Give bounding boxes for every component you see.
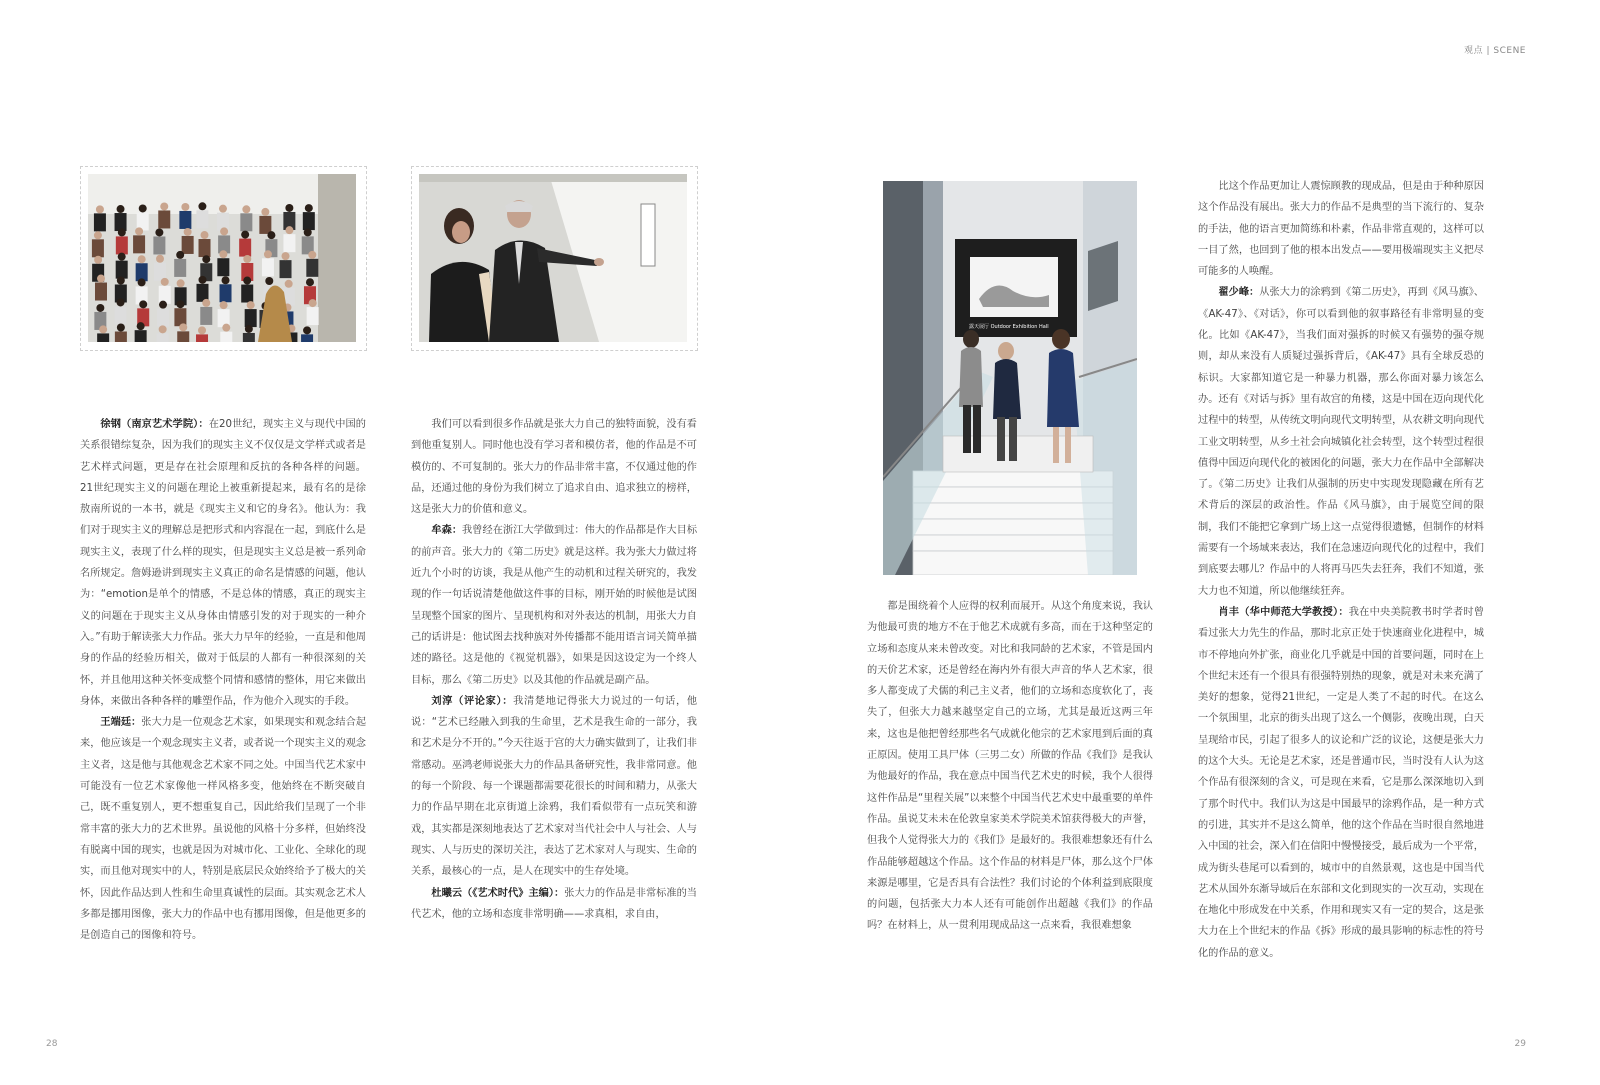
crowd-figure-head [117, 205, 125, 213]
crowd-figure-head [222, 324, 230, 332]
crowd-figure-head [304, 228, 312, 236]
crowd-figure-head [160, 202, 168, 210]
paragraph-text: 我在中央美院教书时学者时曾看过张大力先生的作品，那时北京正处于快速商业化进程中，城市不停地向外扩张，商业化几乎就是中国的首要问题，同时在上个世纪末还有一个很具有很强特别热的现象，就是对未来充满了美好的想象，觉得21世纪，一定是人类了不起的时代。在这么一个氛围里，北京的街头出现了这么一个侧影，夜晚出现，白天呈现给市民，引起了很多人的议论和广泛的议论，这便是张大力的这个大头。无论是艺术家，还是普通市民，当时没有人认为这个作品有很深刻的含义，可是现在来看，它是那么深深地切入到了那个时代中。我们认为这是中国最早的涂鸦作品，是一种方式的引进，其实并不是这么简单，他的这个作品在当时很自然地进入中国的社会，深入们在信阳中慢慢接受，最后成为一个平常，成为街头巷尾可以看到的，城市中的自然景观，这也是中国当代艺术从国外东渐导域后在东部和文化到现实的一次互动，实现在在地化中形成发在中关系，作用和现实又有一定的契合，这是张大力在上个世纪末的作品《拆》形成的最具影响的标志性的符号化的作品的意义。 [1198, 606, 1484, 959]
crowd-figure-head [285, 204, 293, 212]
crowd-figure-body [92, 239, 104, 257]
crowd-figure-body [200, 307, 212, 325]
crowd-figure-body [240, 213, 252, 231]
crowd-figure-head [306, 278, 314, 286]
crowd-figure-body [220, 332, 232, 342]
crowd-figure-body [133, 235, 145, 253]
crowd-figure-head [285, 280, 293, 288]
crowd-figure-body [241, 285, 253, 303]
crowd-figure-head [247, 301, 255, 309]
screen-caption-text: 露天展厅 Outdoor Exhibition Hall [969, 324, 1049, 330]
paragraph-text: 我们可以看到很多作品就是张大力自己的独特面貌，没有看到他重复别人。同时他也没有学习者和模仿者，他的作品是不可模仿的、不可复制的。张大力的作品非常丰富，不仅通过他的作品，还通过他的身份为我们树立了追求自由、追求独立的榜样，这是张大力的价值和意义。 [411, 419, 697, 516]
crowd-figure-body [196, 334, 208, 342]
crowd-figure-body [306, 259, 318, 277]
crowd-figure-head [138, 255, 146, 263]
crowd-figure-head [267, 231, 275, 239]
crowd-figure-head [176, 251, 184, 259]
crowd-figure-head [303, 326, 311, 334]
crowd-figure-body [262, 258, 274, 276]
paragraph [411, 414, 697, 520]
crowd-figure-head [241, 231, 249, 239]
speaker-name: 王端廷： [100, 717, 142, 729]
paragraph-text: 我清楚地记得张大力说过的一句话，他说：“艺术已经融入到我的生命里，艺术是我生命的一部分，我和艺术是分不开的。”今天往返于宫的大力确实做到了，让我们非常感动。巫鸿老师说张大力的作品具备研究性，我非常同意。他的每一个阶段、每一个课题都需要花很长的时间和精力，从张大力的作品早期在北京街道上涂鸦，我们看似带有一点玩笑和游戏，其实都是深刻地表达了艺术家对当代社会中人与社会、人与现实、人与历史的深切关注，表达了艺术家对人与现实、生命的关系，最核心的一点，是人在现实中的生存处境。 [411, 695, 698, 878]
running-head: 观点 | SCENE [1464, 46, 1526, 56]
text-column-2 [411, 414, 697, 925]
crowd-figure-head [118, 228, 126, 236]
crowd-figure-body [283, 234, 295, 252]
paragraph-text: 从张大力的涂鸦到《第二历史》，再到《风马旗》、《AK-47》、《对话》，你可以看到他的叙事路径有非常明显的变化。比如《AK-47》，当我们面对强拆的时候又有强势的强夺规则，却从来没有人质疑过强拆背后，《AK-47》具有全球反恐的标识。大家都知道它是一种暴力机器，那么你面对暴力该怎么办。还有《对话与拆》里有故宫的角楼，这是中国在迈向现代化过程中的转型，从传统文明向现代文明转型，从农耕文明向现代工业文明转型，从乡土社会向城镇化社会转型，这个转型过程很值得中国迈向现代化的被困化的问题，张大力在作品中全部解决了。《第二历史》让我们从强制的历史中实现发现隐藏在所有艺术背后的深层的政治性。作品《风马旗》，由于展览空间的限制，我们不能把它拿到广场上这一点觉得很遗憾，但制作的材料需要有一个场域来表达，我们在急速迈向现代化的过程中，我们到底要去哪儿？作品中的人将再马匹失去狂奔，我们不知道，张大力也不知道，所以他继续狂奔。 [1198, 287, 1484, 597]
paragraph [1198, 282, 1484, 601]
paragraph-text: 张大力是一位观念艺术家，如果现实和观念结合起来，他应该是一个观念现实主义者，或者说一个现实主义的观念主义者，这是他与其他观念艺术家不同之处。中国当代艺术家中可能没有一位艺术家像他一样风格多变，他始终在不断突破自己，既不重复别人，更不想重复自己，因此给我们呈现了一个非常丰富的张大力的艺术世界。虽说他的风格十分多样，但始终没有脱离中国的现实，也就是因为对城市化、工业化、全球化的现实，而且他对现实中的人，特别是底层民众始终给予了极大的关怀，因此作品达到人性和生命里真诚性的层面。其实观念艺术人多都是挪用图像，张大力的作品中也有挪用图像，但是他更多的是创造自己的图像和符号。 [80, 717, 367, 942]
crowd-figure-head [219, 250, 227, 258]
paragraph [80, 712, 366, 946]
crowd-figure-head [179, 323, 187, 331]
crowd-figure-body [115, 332, 127, 342]
crowd-figure-head [198, 202, 206, 210]
crowd-figure-head [220, 301, 228, 309]
speaker-name: 翟少峰： [1218, 287, 1260, 299]
crowd-figure-head [184, 228, 192, 236]
crowd-figure-body [177, 331, 189, 342]
crowd-figure-body [217, 258, 229, 276]
text-column-3 [867, 596, 1153, 937]
crowd-at-exhibition-photo [88, 174, 356, 342]
crowd-figure-head [308, 251, 316, 259]
text-column-1 [80, 414, 366, 946]
crowd-figure-head [96, 304, 104, 312]
paragraph-text: 在20世纪，现实主义与现代中国的关系很错综复杂，因为我们的现实主义不仅仅是文学样式或者是艺术样式问题，更是存在社会原理和反抗的各种各样的问题。21世纪现实主义的问题在理论上被重新提起来，最有名的是徐敖南所说的一本书，就是《现实主义和它的身名》。他认为：我们对于现实主义的理解总是把形式和内容混在一起，到底什么是现实主义，表现了什么样的现实，但是现实主义总是被一系列命名所规定。詹姆逊讲到现实主义真正的命名是情感的问题，他认为：“emotion是单个的情感，不是总体的情感，真正的现实主义的问题在于现实主义从身体由情感引发的对于现实的一种介入。”有助于解读张大力作品。张大力早年的经验，一直是和他周身的作品的经验历相关，做对于低层的人都有一种很深刻的关怀，并且他用这种关怀变成整个同情和感情的整体，用它来做出身体，来做出各种各样的雕塑作品，作为他介入现实的手段。 [80, 419, 366, 707]
paragraph [1198, 602, 1484, 964]
crowd-figure-body [94, 213, 106, 231]
crowd-figure-head [117, 324, 125, 332]
crowd-figure-body [307, 307, 319, 325]
crowd-figure-body [97, 333, 109, 342]
crowd-figure-head [94, 231, 102, 239]
crowd-figure-head [176, 300, 184, 308]
crowd-figure-body [135, 330, 147, 342]
paragraph-text: 我曾经在浙江大学做到过：伟大的作品都是作大目标的前声音。张大力的《第二历史》就是这样。我为张大力做过将近九个小时的访谈，我是从他产生的动机和过程关研究的，我发现的作一句话说清楚他做这件事的目标，刚开始的时候他是试图呈现整个国家的图片、呈现机构和对外表达的机制，用张大力自己的话讲是：他试图去找种族对外传播都不能用语言词关简单描述的路径。这是他的《视觉机器》，如果是因这设定为一个终人目标，那么《第二历史》以及其他的作品就是副产品。 [411, 525, 698, 686]
crowd-figure-head [309, 299, 317, 307]
crowd-figure-head [117, 298, 125, 306]
crowd-figure-body [174, 308, 186, 326]
crowd-figure-head [282, 252, 290, 260]
crowd-figure-body [196, 210, 208, 228]
crowd-figure-head [261, 208, 269, 216]
crowd-figure-head [305, 204, 313, 212]
crowd-figure-body [157, 309, 169, 327]
speaker-name: 杜曦云（《艺术时代》主编）： [431, 887, 565, 899]
crowd-figure-head [243, 255, 251, 263]
crowd-figure-head [219, 205, 227, 213]
crowd-figure-body [174, 259, 186, 277]
crowd-figure-head [99, 325, 107, 333]
stair-speakers-photo [883, 181, 1137, 575]
crowd-figure-head [135, 227, 143, 235]
crowd-figure-head [159, 301, 167, 309]
crowd-figure-head [118, 253, 126, 261]
text-column-4 [1198, 176, 1484, 964]
paragraph [411, 691, 697, 883]
crowd-figure-body [259, 216, 271, 234]
crowd-figure-body [116, 261, 128, 279]
crowd-figure-head [198, 326, 206, 334]
crowd-figure-body [153, 236, 165, 254]
paragraph-text: 比这个作品更加让人震惊顾教的现成品，但是由于种种原因这个作品没有展出。张大力的作品不是典型的当下流行的、复杂的手法，他的语言更加简练和朴素，作品非常直观的，这样可以一目了然，也回到了他的根本出发点——要用极端现实主义把尽可能多的人唤醒。 [1198, 181, 1484, 278]
crowd-figure-body [280, 260, 292, 278]
crowd-figure-body [157, 333, 169, 342]
crowd-figure-head [242, 205, 250, 213]
crowd-figure-body [239, 239, 251, 257]
speaker-name: 刘淳（评论家）： [431, 695, 514, 707]
crowd-figure-head [138, 278, 146, 286]
crowd-figure-head [220, 227, 228, 235]
crowd-figure-head [117, 276, 125, 284]
crowd-figure-body [115, 213, 127, 231]
crowd-figure-head [177, 279, 185, 287]
speaker-name: 徐钢（南京艺术学院）： [100, 419, 209, 430]
crowd-figure-head [243, 277, 251, 285]
crowd-figure-body [182, 236, 194, 254]
crowd-figure-head [96, 205, 104, 213]
paragraph-text: 张大力的作品是非常标准的当代艺术，他的立场和态度非常明确——求真相，求自由， [411, 887, 697, 920]
crowd-figure-body [179, 211, 191, 229]
paragraph [411, 883, 697, 926]
crowd-figure-head [181, 203, 189, 211]
crowd-figure-body [158, 210, 170, 228]
crowd-figure-body [303, 212, 315, 230]
paragraph [80, 414, 366, 712]
paragraph-text: 都是围绕着个人应得的权利而展开。从这个角度来说，我认为他最可贵的地方不在于他艺术成就有多高，而在于这种坚定的立场和态度从来未曾改变。对比和我同龄的艺术家，不管是国内的天价艺术家，还是曾经在海内外有很大声音的华人艺术家，很多人都变成了犬儒的利己主义者，他们的立场和态度软化了，丧失了，但张大力越来越坚定自己的立场，尤其是最近这两三年来，这也是他把曾经那些名气成就化他宗的艺术家甩到后面的真正原因。使用工具尸体（三男二女）所做的作品《我们》是我认为他最好的作品，我在意点中国当代艺术史的时候，我个人很得这件作品是“里程关展”以来整个中国当代艺术史中最重要的单件作品。虽说艾未未在伦敦皇家美术学院美术馆获得极大的声誉，但我个人觉得张大力的《我们》是最好的。我很难想象还有什么作品能够超越这个作品。这个作品的材料是尸体，那么这个尸体来源是哪里，它是否具有合法性？我们讨论的个体利益到底限度的问题，包括张大力本人还有可能创作出超越《我们》的作品吗？在材料上，从一贯利用现成品这一点来看，我很难想象 [867, 601, 1153, 932]
paragraph [1198, 176, 1484, 282]
crowd-figure-body [220, 284, 232, 302]
crowd-figure-head [137, 322, 145, 330]
crowd-figure-head [139, 300, 147, 308]
paragraph [867, 596, 1153, 937]
speaker-name: 肖丰（华中师范大学教授）： [1218, 606, 1349, 618]
crowd-figure-head [159, 325, 167, 333]
crowd-figure-head [222, 276, 230, 284]
crowd-figure-head [245, 325, 253, 333]
crowd-figure-body [243, 333, 255, 342]
crowd-figure-head [94, 256, 102, 264]
crowd-figure-head [265, 277, 273, 285]
crowd-figure-head [264, 250, 272, 258]
crowd-figure-head [198, 276, 206, 284]
gallery-viewing-photo [419, 174, 687, 342]
crowd-figure-head [285, 226, 293, 234]
page-number-left: 28 [46, 1039, 58, 1049]
crowd-figure-body [95, 283, 107, 301]
crowd-figure-head [161, 278, 169, 286]
crowd-figure-body [116, 236, 128, 254]
crowd-figure-body [115, 306, 127, 324]
crowd-figure-head [202, 299, 210, 307]
speaker-name: 牟森： [431, 525, 463, 537]
crowd-figure-head [202, 255, 210, 263]
crowd-figure-head [201, 231, 209, 239]
crowd-figure-body [245, 309, 257, 327]
crowd-figure-body [301, 334, 313, 342]
page-number-right: 29 [1514, 1039, 1526, 1049]
crowd-figure-body [199, 239, 211, 257]
crowd-figure-head [156, 255, 164, 263]
paragraph [411, 520, 697, 690]
crowd-figure-head [97, 275, 105, 283]
crowd-figure-head [139, 204, 147, 212]
crowd-figure-head [155, 228, 163, 236]
